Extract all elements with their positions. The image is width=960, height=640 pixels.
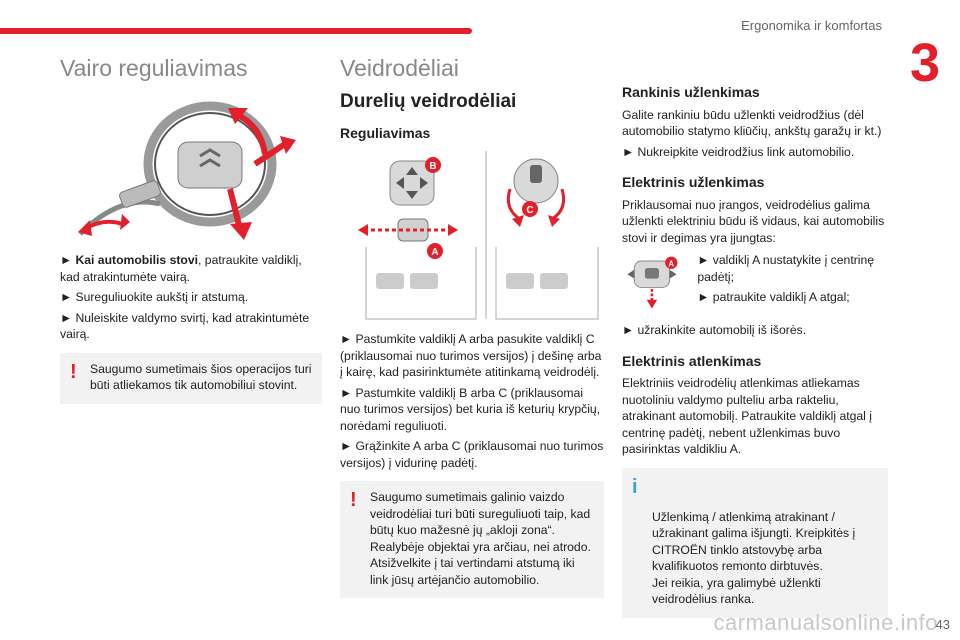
electric-folding-bullet-3: ► užrakinkite automobilį iš išorės. <box>622 323 807 337</box>
door-mirrors-subtitle: Durelių veidrodėliai <box>340 91 517 112</box>
info-icon: i <box>632 475 638 498</box>
mirror-instruction-1: ► Pastumkite valdiklį A arba pasukite valdiklį C (priklausomai nuo turimos versijos) į dešinę arba į kairę, kad pasirinktumėte atitinkamą veidrodėlį. <box>340 332 602 379</box>
watermark: carmanualsonline.info <box>713 610 938 635</box>
electric-unfolding-text: Elektriniis veidrodėlių atlenkimas atliekamas nuotoliniu valdymo pulteliu arba rakteliu, atrakinant automobilį. Patraukite valdiklį atgal į centrinę padėtį, nebent užlenkimas buvo pasirinktas valdikliu A. <box>622 376 872 456</box>
mirror-selector-illustration <box>622 252 685 314</box>
mirror-instruction-2: ► Pastumkite valdiklį B arba C (priklausomai nuo turimos versijos) bet kuria iš keturių krypčių, norėdami reguliuoti. <box>340 385 601 433</box>
manual-folding-text: Galite rankiniu būdu užlenkti veidrodžius (dėl automobilio statymo kliūčių, ankštų garažų ir kt.) <box>622 107 882 138</box>
folding-info-text: Užlenkimą / atlenkimą atrakinant / užrakinant galima išjungti. Kreipkitės į CITROËN tinklo atstovybę arba kvalifikuotos remonto dirbtuvės. Jei reikia, yra galimybė užlenkti veidrodėlius ranka. <box>652 509 856 606</box>
electric-folding-text: Priklausomai nuo įrangos, veidrodėlius galima užlenkti elektriniu būdu iš vidaus, kai automobilis stovi ir degimas yra įjungtas: <box>622 197 885 245</box>
warning-icon: ! <box>350 489 357 511</box>
steering-bullet-2: ► Sureguliuokite aukštį ir atstumą. <box>60 290 249 304</box>
adjustment-heading: Reguliavimas <box>340 124 431 141</box>
warning-icon: ! <box>70 360 77 383</box>
column-mirrors <box>340 54 604 598</box>
mirrors-title: Veidrodėliai <box>340 55 459 81</box>
manual-folding-bullet: ► Nukreipkite veidrodžius link automobilio. <box>622 144 855 159</box>
chapter-number: 3 <box>909 33 940 93</box>
electric-folding-bullet-2: ► patraukite valdiklį A atgal; <box>697 290 850 304</box>
electric-folding-steps <box>622 252 888 314</box>
label-a: A <box>431 247 439 258</box>
mirror-warning-box <box>340 481 604 598</box>
steering-bullet-1: ► Kai automobilis stovi, patraukite valdiklį, kad atrakintumėte vairą. <box>60 253 302 284</box>
top-accent-bar <box>0 28 472 34</box>
page-number: 43 <box>935 617 950 632</box>
electric-unfolding-heading: Elektrinis atlenkimas <box>622 352 762 369</box>
mirror-controls-illustration <box>340 147 604 323</box>
mirror-instruction-3: ► Grąžinkite A arba C (priklausomai nuo turimos versijos) į vidurinę padėtį. <box>340 439 604 470</box>
manual-folding-heading: Rankinis užlenkimas <box>622 84 760 100</box>
mirror-warning-text: Saugumo sumetimais galinio vaizdo veidrodėliai turi būti sureguliuoti taip, kad būtų kuo mažesnė jų „akloji zona“. Realybėje objektai yra arčiau, nei atrodo. Atsižvelkite į tai vertindami atstumą iki link jūsų artėjančio automobilio. <box>370 490 591 587</box>
electric-folding-heading: Elektrinis užlenkimas <box>622 174 765 190</box>
column-folding <box>622 84 888 618</box>
steering-warning-text: Saugumo sumetimais šios operacijos turi būti atliekamos tik automobiliui stovint. <box>90 361 312 392</box>
electric-folding-bullet-1: ► valdiklį A nustatykite į centrinę padėtį; <box>697 253 875 284</box>
steering-title: Vairo reguliavimas <box>60 55 248 81</box>
steering-wheel-illustration <box>60 94 322 244</box>
steering-bullet-3: ► Nuleiskite valdymo svirtį, kad atrakintumėte vairą. <box>60 310 310 341</box>
folding-info-box <box>622 468 888 618</box>
steering-warning-box <box>60 353 322 404</box>
label-a: A <box>668 259 675 269</box>
label-b: B <box>429 161 437 172</box>
label-c: C <box>526 205 534 216</box>
column-steering <box>60 54 322 404</box>
section-header: Ergonomika ir komfortas <box>741 18 882 33</box>
